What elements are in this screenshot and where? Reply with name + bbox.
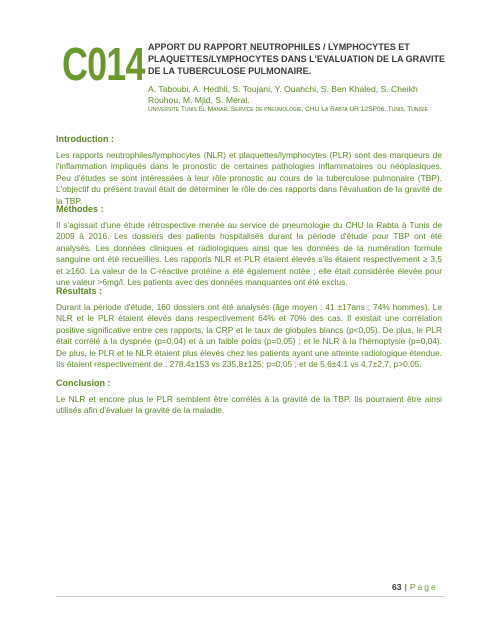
abstract-code: C014 xyxy=(62,38,145,90)
footer-divider xyxy=(56,596,444,597)
section-text-conclusion: Le NLR et encore plus le PLR semblent être corrélés à la gravité de la TBP. Ils pourraient être ainsi utilisés afin d'évaluer la gravité de la maladie. xyxy=(56,394,442,416)
footer-separator: | xyxy=(404,582,407,592)
section-title-methodes: Méthodes : xyxy=(56,204,104,214)
section-text-introduction: Les rapports neutrophiles/lymphocytes (NLR) et plaquettes/lymphocytes (PLR) sont des marqueurs de l'inflammation impliqués dans le pronostic de certaines pathologies inflammatoires ou néoplasiques. Peu d'études se sont intéressées à leur rôle pronostic au cours de la tuberculose pulmonaire (TBP). L'objectif du présent travail était de déterminer le rôle de ces rapports dans l'évaluation de la gravité de la TBP. xyxy=(56,150,442,206)
section-text-resultats: Durant la période d'étude, 160 dossiers ont été analysés (âge moyen : 41 ±17ans ; 74% hommes). Le NLR et le PLR étaient élevés dans respectivement 64% et 70% des cas. Il existait une corrélation positive significative entre ces rapports, la CRP et le taux de globules blancs (p<0,05). De plus, le PLR était corrélé à la dyspnée (p=0,04) et à un faible poids (p=0,05) ; et le NLR à la l'hémoptysie (p=0,04). De plus, le PLR et le NLR étaient plus élevés chez les patients ayant une atteinte radiologique étendue. Ils étaient respectivement de : 278.4±153 vs 235,8±125; p=0,05 ; et de 5,6±4.1 vs 4,7±2,7, p>0.05. xyxy=(56,302,442,370)
page-word: Page xyxy=(409,582,438,592)
abstract-title: APPORT DU RAPPORT NEUTROPHILES / LYMPHOCYTES ET PLAQUETTES/LYMPHOCYTES DANS L'EVALUATION DE LA GRAVITE DE LA TUBERCULOSE PULMONAIRE. xyxy=(148,42,445,76)
section-title-conclusion: Conclusion : xyxy=(56,378,111,388)
author-list: A. Taboubi, A. Hedhli, S. Toujani, Y. Ouahchi, S. Ben Khaled, S. Cheikh Rouhou, M. Mjid, S. Merai. xyxy=(148,84,418,105)
section-title-introduction: Introduction : xyxy=(56,134,114,144)
page-footer xyxy=(392,582,438,592)
page-number: 63 xyxy=(392,582,402,592)
section-text-methodes: Il s'agissait d'une étude rétrospective menée au service de pneumologie du CHU la Rabta à Tunis de 2009 à 2016. Les dossiers des patients hospitalisés durant la période d'étude pour TBP ont été analysés. Les données cliniques et radiologiques ainsi que les données de la numération formule sanguine ont été recueillies. Les rapports NLR et PLR étaient élevés s'ils étaient respectivement ≥ 3,5 et ≥160. La valeur de la C-réactive protéine a été également notée ; elle était considérée élevée pour une valeur >6mg/l. Les patients avec des données manquantes ont été exclus. xyxy=(56,220,442,288)
section-title-resultats: Résultats : xyxy=(56,286,103,296)
affiliation: Universite Tunis El Manar. Service de pneumologie, CHU La Rabta UR 12SP06. Tunis, Tunisie xyxy=(148,106,428,113)
